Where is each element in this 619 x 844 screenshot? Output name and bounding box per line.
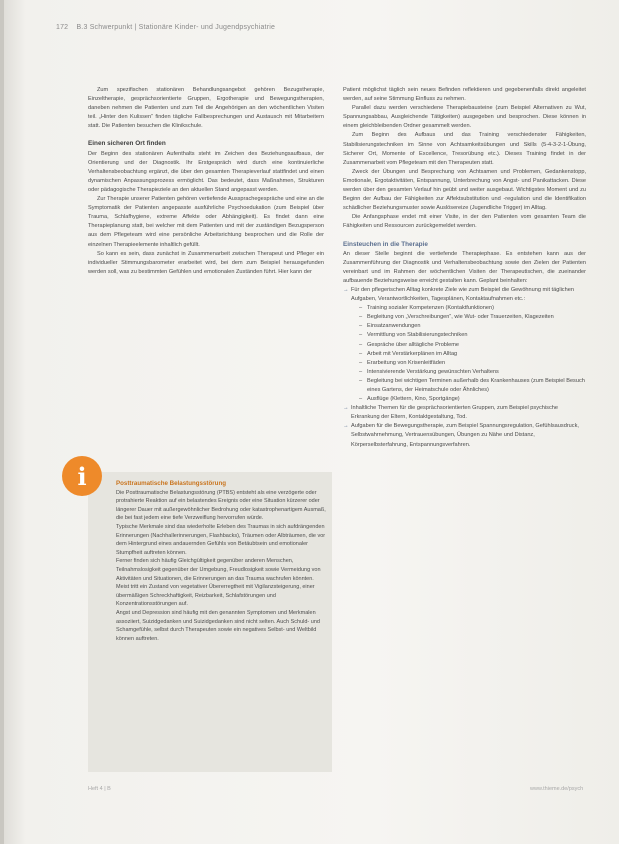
dash-list-item: – Einsatzanwendungen <box>359 322 586 331</box>
dash-list-item: – Begleitung von „Verschreibungen“, wie Wut- oder Trauerzeiten, Klagezeiten <box>359 313 586 322</box>
paragraph: Zum Beginn des Aufbaus und das Training verschiedenster Fähigkeiten, Stabilisierungstechniken im Sinne von Achtsamkeitsübungen und Skills (5-4-3-2-1-Übung, Sicherer Ort, Momente of Excellence, Tresorübung etc.). Dieses Training findet in der Zusammenarbeit vom Pflegeteam mit den Therapeuten statt. <box>343 132 586 166</box>
paragraph: Der Beginn des stationären Aufenthalts steht im Zeichen des Beziehungsaufbaus, der Orientierung und der Diagnostik. Ihr Erstgespräch wird durch eine kontinuierliche Verhaltensbeobachtung ergänzt, die über den gesamten Therapieverlauf stattfindet und einen dynamischen Anpassungsprozess ermöglicht. Das bedeutet, dass Maßnahmen, Strukturen oder pädagogische Therapieziele an den aktuellen Stand angepasst werden. <box>88 150 324 193</box>
paragraph: Patient möglichst täglich sein neues Befinden reflektieren und gegebenenfalls direkt angeleitet werden, auf seine Stimmung Einfluss zu nehmen. <box>343 87 586 103</box>
info-paragraph: Angst und Depression sind häufig mit den genannten Symptomen und Merkmalen assoziiert, Suizidgedanken und Suizidgedanken sind nicht selten. Auch Schuld- und Schamgefühle, selbst durch Therapeuten sowie ein negatives Selbst- und Weltbild können auftreten. <box>116 609 320 642</box>
page-edge-shadow <box>0 0 4 844</box>
info-box-text <box>116 480 326 643</box>
arrow-list-text: Für den pflegerischen Alltag konkrete Ziele wie zum Beispiel die Gewöhnung mit täglichen Aufgaben, Verantwortlichkeiten, Tagesplänen, Kontaktaufnahmen etc.: <box>351 286 574 303</box>
paragraph: Die Anfangsphase endet mit einer Visite, in der den Patienten vom gesamten Team die Fähigkeiten und Ressourcen zurückgemeldet werden. <box>343 214 586 230</box>
dash-list-item: – Vermittlung von Stabilisierungstechniken <box>359 331 586 340</box>
info-paragraph: Typische Merkmale sind das wiederholte Erleben des Traumas in sich aufdrängenden Erinnerungen (Nachhallerinnerungen, Flashbacks), Träumen oder Albträumen, die vor dem Hintergrund eines andauernden Gefühls von Betäubtsein und emotionaler Stumpfheit auftreten können. <box>116 523 326 556</box>
paragraph: So kann es sein, dass zunächst in Zusammenarbeit zwischen Therapeut und Pfleger ein individueller Stimmungsbarometer erarbeitet wird, bei dem zum Beispiel herausgefunden werden soll, was zu bestimmten Gefühlen und emotionalen Zuständen führt. Hier kann der <box>88 250 324 275</box>
section-heading: Einsteuchen in die Therapie <box>343 240 428 248</box>
paragraph: An dieser Stelle beginnt die vertiefende Therapiephase. Es entstehen kann aus der Zusammenführung der Diagnostik und Verhaltensbeobachtung sowie den Zielen der Patienten vereinbart und im Rahmen der wöchentlichen Visiten der Therapeutischen, die zueinander aufbauende Beziehungsweise erreicht gestalten kann. Geplant beinhalten: <box>343 250 586 284</box>
paragraph: Zweck der Übungen und Besprechung von Achtsamen und Problemen, Gedankenstopp, Emotionale, Ergotaktivitäten, Entspannung, Unterbrechung von Angst- und Panikattacken. Diese werden über den gesamten Verlauf hin geübt und weiter ausgebaut. Wichtigstes Moment und zu Beginn der Aufbau der Fähigkeiten zur Affektsubstitution und -regulation und die Identifikation schädlicher Beziehungsmuster sowie Auslösereize (Jugendliche Trigger) im Alltag. <box>343 168 586 212</box>
info-icon: i <box>62 456 102 496</box>
arrow-list-item: → Aufgaben für die Bewegungstherapie, zum Beispiel Spannungsregulation, Gefühlsausdruck, Selbstwahrnehmung, Vertrauensübungen, Übungen zu Nähe und Distanz, Körperselbsterfahrung, Entspannungsverfahren. <box>343 422 586 449</box>
right-column <box>343 86 586 450</box>
dash-list-item: – Begleitung bei wichtigen Terminen außerhalb des Krankenhauses (zum Beispiel Besuch eines Gartens, der Heimatschule oder Ähnliches) <box>359 377 586 395</box>
running-header <box>56 24 275 31</box>
running-title: B.3 Schwerpunkt | Stationäre Kinder- und Jugendpsychiatrie <box>76 24 276 31</box>
footer-left: Heft 4 | B <box>88 786 111 792</box>
paragraph: Zur Therapie unserer Patienten gehören vertiefende Aussprachegespräche und eine an die Symptomatik der Patienten angepasste ausführliche Psychoedukation (zum Beispiel über Trauma, Schlafhygiene, extreme Affekte oder Abhängigkeit). Es findet dann eine Therapieplanung statt, bei welcher mit dem Patienten und mit der zuständigen Bezugsperson aus dem Pflegeteam wird eine persönliche Arbeitsrichtung besprochen und die Rolle der einzelnen Therapieelemente inhaltlich gefüllt. <box>88 196 324 248</box>
paragraph: Zum spezifischen stationären Behandlungsangebot gehören Bezugstherapie, Einzeltherapie, gesprächsorientierte Gruppen, Ergotherapie und Bewegungstherapien, daneben nehmen die Patienten und zum Teil die Angehörigen an den wöchentlichen Visiten teil. „Hinter den Kulissen“ finden tägliche Fallbesprechungen und Austausch mit Mitarbeitern statt. Die Patienten besuchen die Klinikschule. <box>88 87 324 130</box>
dash-list-item: – Training sozialer Kompetenzen (Kontaktfunktionen) <box>359 304 586 313</box>
page-number: 172 <box>56 24 69 31</box>
section-heading: Einen sicheren Ort finden <box>88 140 166 148</box>
arrow-list-item: → Inhaltliche Themen für die gesprächsorientierten Gruppen, zum Beispiel psychische Erkrankung der Eltern, Kontaktgestaltung, Tod. <box>343 404 586 422</box>
paragraph: Parallel dazu werden verschiedene Therapiebausteine (zum Beispiel Alternativen zu Wut, Spannungsabbau, Ausgleichende Tätigkeiten) ausgegeben und besprochen. Diese können in einem gleichbleibenden Ordner gesammelt werden. <box>343 105 586 130</box>
dash-list-item: – Ausflüge (Klettern, Kino, Sportgänge) <box>359 395 586 404</box>
dash-list-item: – Intensivierende Verstärkung gewünschten Verhaltens <box>359 368 586 377</box>
info-paragraph: Die Posttraumatische Belastungsstörung (PTBS) entsteht als eine verzögerte oder protrahierte Reaktion auf ein belastendes Ereignis oder eine Situation kürzerer oder längerer Dauer mit außergewöhnlicher Bedrohung oder katastrophenartigem Ausmaß, die bei fast jedem eine tiefe Verzweiflung hervorrufen würde. <box>116 489 326 522</box>
info-paragraph: Ferner finden sich häufig Gleichgültigkeit gegenüber anderen Menschen, Teilnahmslosigkeit gegenüber der Umgebung, Freudlosigkeit sowie Vermeidung von Aktivitäten und Situationen, die Erinnerungen an das Trauma wachrufen könnten. Meist tritt ein Zustand von vegetativer Übererregtheit mit Vigilanzsteigerung, einer übermäßigen Schreckhaftigkeit, Reizbarkeit, Schlafstörungen und Konzentrationsstörungen auf. <box>116 558 321 608</box>
footer-right: www.thieme.de/psych <box>530 786 584 792</box>
info-box-title: Posttraumatische Belastungsstörung <box>116 480 227 487</box>
dash-list-item: – Gespräche über alltägliche Probleme <box>359 341 586 350</box>
left-column <box>88 86 324 277</box>
info-box <box>77 461 332 772</box>
arrow-list-item <box>343 286 586 404</box>
dash-list-item: – Arbeit mit Verstärkerplänen im Alltag <box>359 350 586 359</box>
dash-list <box>351 304 586 404</box>
dash-list-item: – Erarbeitung von Krisenleitfäden <box>359 359 586 368</box>
arrow-list <box>343 286 586 450</box>
